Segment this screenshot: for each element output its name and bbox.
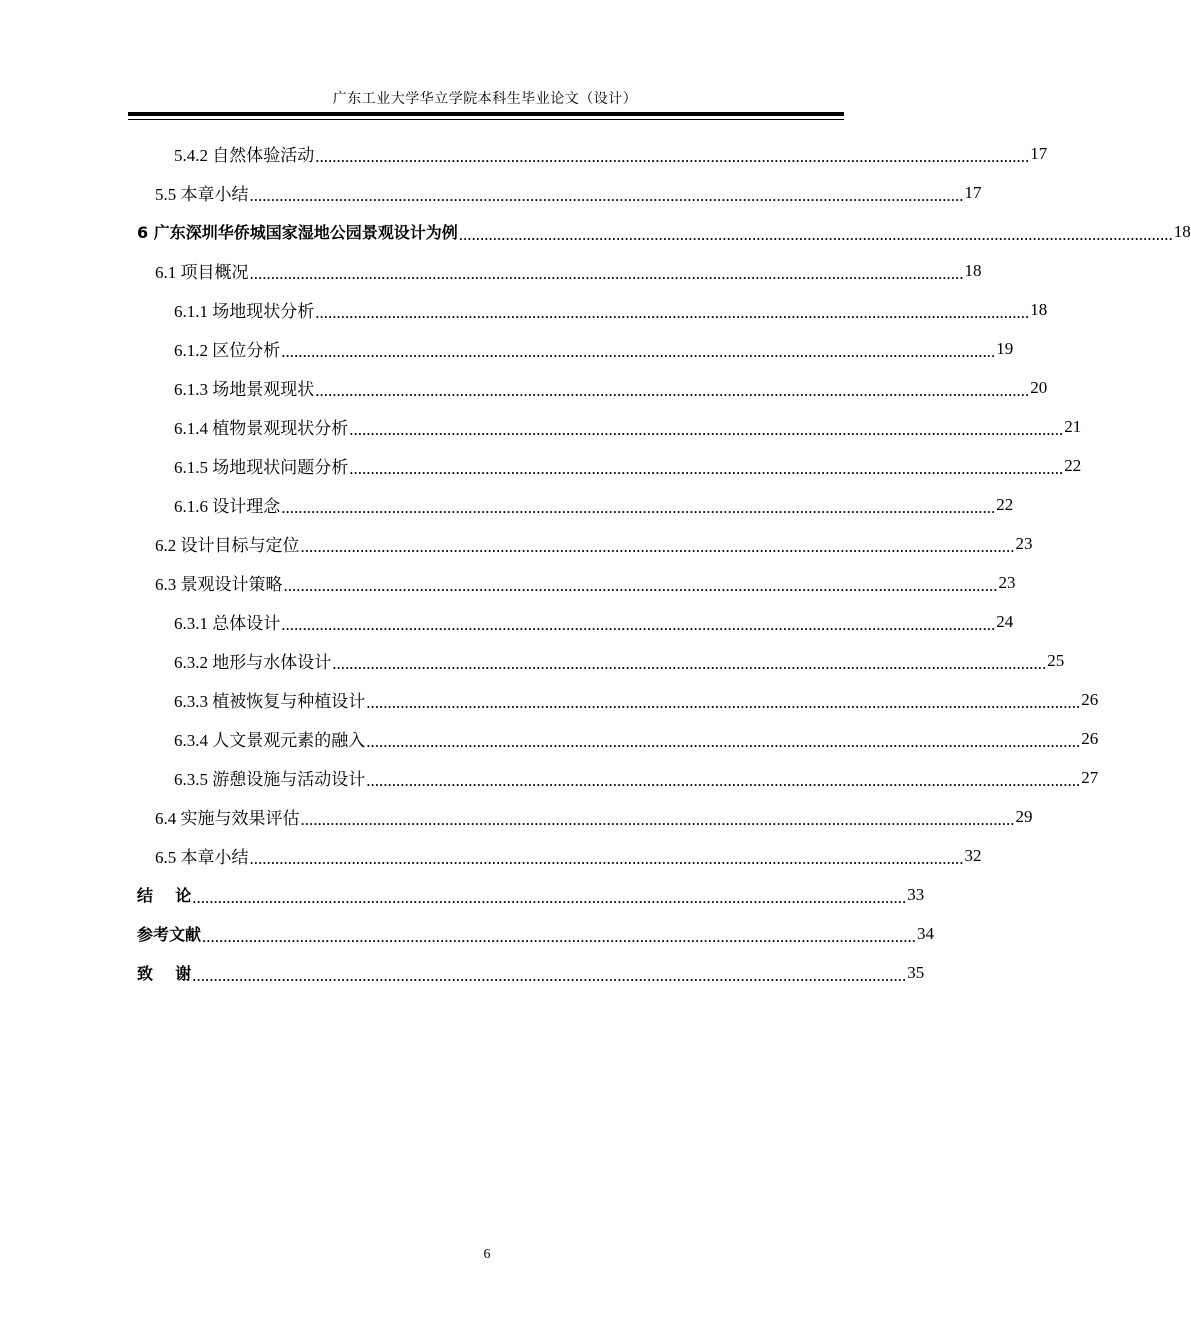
- toc-entry-page: 22: [1064, 455, 1082, 475]
- toc-entry-label: 6.3.4 人文景观元素的融入: [174, 731, 366, 750]
- toc-entry-6-1-2[interactable]: [174, 329, 1014, 368]
- toc-entry-label: 6.1.4 植物景观现状分析: [174, 419, 349, 438]
- toc-entry-6-1-1[interactable]: [174, 290, 1048, 329]
- toc-entry-label: 5.4.2 自然体验活动: [174, 146, 315, 165]
- toc-entry-6-5[interactable]: [155, 836, 982, 875]
- toc-entry-label: 6.1.6 设计理念: [174, 497, 281, 516]
- toc-entry-label: 6.3.3 植被恢复与种植设计: [174, 692, 366, 711]
- toc-entry-page: 27: [1081, 767, 1099, 787]
- toc-entry-conclusion[interactable]: [137, 875, 925, 914]
- toc-entry-6-3-3[interactable]: [174, 680, 1099, 719]
- toc-entry-page: 33: [907, 884, 925, 904]
- toc-leader-dots: ........................................................................................................................................................................: [366, 731, 1081, 751]
- toc-leader-dots: ........................................................................................................................................................................: [281, 614, 996, 634]
- toc-leader-dots: ........................................................................................................................................................................: [249, 263, 964, 283]
- toc-entry-page: 29: [1015, 806, 1033, 826]
- toc-leader-dots: ........................................................................................................................................................................: [192, 887, 907, 907]
- toc-leader-dots: ........................................................................................................................................................................: [366, 692, 1081, 712]
- toc-entry-6-1-6[interactable]: [174, 485, 1014, 524]
- toc-entry-6-3-5[interactable]: [174, 758, 1099, 797]
- toc-entry-page: 19: [996, 338, 1014, 358]
- toc-entry-6-3-1[interactable]: [174, 602, 1014, 641]
- toc-entry-acknowledgements[interactable]: [137, 953, 925, 992]
- toc-entry-chapter-6[interactable]: [137, 212, 1191, 251]
- toc-entry-label: 6.5 本章小结: [155, 848, 249, 867]
- toc-entry-label: 6.1 项目概况: [155, 263, 249, 282]
- toc-entry-page: 17: [964, 182, 982, 202]
- toc-leader-dots: ........................................................................................................................................................................: [249, 185, 964, 205]
- toc-entry-page: 26: [1081, 728, 1099, 748]
- toc-entry-6-3[interactable]: [155, 563, 1016, 602]
- toc-leader-dots: ........................................................................................................................................................................: [349, 419, 1064, 439]
- toc-entry-label: 6.4 实施与效果评估: [155, 809, 300, 828]
- toc-entry-page: 26: [1081, 689, 1099, 709]
- toc-entry-page: 32: [964, 845, 982, 865]
- toc-entry-label: 6.3.2 地形与水体设计: [174, 653, 332, 672]
- toc-entry-label: 6.1.3 场地景观现状: [174, 380, 315, 399]
- toc-leader-dots: ........................................................................................................................................................................: [315, 302, 1030, 322]
- toc-leader-dots: ........................................................................................................................................................................: [332, 653, 1047, 673]
- toc-entry-label: 参考文献: [137, 925, 202, 944]
- toc-leader-dots: ........................................................................................................................................................................: [315, 146, 1030, 166]
- toc-entry-page: 25: [1047, 650, 1065, 670]
- toc-entry-page: 35: [907, 962, 925, 982]
- toc-entry-6-1[interactable]: [155, 251, 982, 290]
- toc-entry-page: 18: [1173, 221, 1191, 241]
- toc-leader-dots: ........................................................................................................................................................................: [192, 965, 907, 985]
- toc-entry-label: 6.1.2 区位分析: [174, 341, 281, 360]
- toc-entry-6-2[interactable]: [155, 524, 1033, 563]
- toc-entry-page: 22: [996, 494, 1014, 514]
- toc-entry-6-3-2[interactable]: [174, 641, 1065, 680]
- header-rule-thin: [128, 119, 844, 120]
- toc-entry-label: 6.1.5 场地现状问题分析: [174, 458, 349, 477]
- toc-entry-label: 6.3 景观设计策略: [155, 575, 283, 594]
- toc-leader-dots: ........................................................................................................................................................................: [349, 458, 1064, 478]
- toc-entry-6-1-5[interactable]: [174, 446, 1082, 485]
- header-title: 广东工业大学华立学院本科生毕业论文（设计）: [332, 92, 638, 107]
- toc-leader-dots: ........................................................................................................................................................................: [458, 224, 1173, 244]
- toc-entry-label: 结 论: [137, 886, 192, 905]
- toc-entry-6-4[interactable]: [155, 797, 1033, 836]
- toc-entry-page: 34: [917, 923, 935, 943]
- toc-entry-6-1-3[interactable]: [174, 368, 1048, 407]
- toc-entry-label: 6.3.1 总体设计: [174, 614, 281, 633]
- toc-leader-dots: ........................................................................................................................................................................: [283, 575, 998, 595]
- toc-leader-dots: ........................................................................................................................................................................: [366, 770, 1081, 790]
- toc-entry-page: 18: [1030, 299, 1048, 319]
- toc-leader-dots: ........................................................................................................................................................................: [300, 809, 1015, 829]
- toc-entry-page: 23: [1015, 533, 1033, 553]
- header-rule-thick: [128, 112, 844, 116]
- toc-entry-6-1-4[interactable]: [174, 407, 1082, 446]
- toc-entry-label: 6 广东深圳华侨城国家湿地公园景观设计为例: [137, 223, 458, 242]
- toc-leader-dots: ........................................................................................................................................................................: [315, 380, 1030, 400]
- toc-leader-dots: ........................................................................................................................................................................: [281, 497, 996, 517]
- toc-leader-dots: ........................................................................................................................................................................: [281, 341, 996, 361]
- toc-entry-page: 17: [1030, 143, 1048, 163]
- toc-leader-dots: ........................................................................................................................................................................: [202, 926, 917, 946]
- toc-entry-page: 21: [1064, 416, 1082, 436]
- toc-entry-label: 致 谢: [137, 964, 192, 983]
- toc-entry-label: 6.1.1 场地现状分析: [174, 302, 315, 321]
- toc-leader-dots: ........................................................................................................................................................................: [249, 848, 964, 868]
- toc-entry-5-5[interactable]: [155, 173, 982, 212]
- toc-entry-5-4-2[interactable]: [174, 134, 1048, 173]
- toc-entry-page: 20: [1030, 377, 1048, 397]
- page-number: 6: [483, 1247, 491, 1262]
- toc-leader-dots: ........................................................................................................................................................................: [300, 536, 1015, 556]
- toc-entry-page: 23: [998, 572, 1016, 592]
- toc-entry-references[interactable]: [137, 914, 935, 953]
- toc-entry-label: 5.5 本章小结: [155, 185, 249, 204]
- toc-entry-label: 6.3.5 游憩设施与活动设计: [174, 770, 366, 789]
- toc-entry-page: 24: [996, 611, 1014, 631]
- toc-entry-6-3-4[interactable]: [174, 719, 1099, 758]
- toc-entry-label: 6.2 设计目标与定位: [155, 536, 300, 555]
- toc-entry-page: 18: [964, 260, 982, 280]
